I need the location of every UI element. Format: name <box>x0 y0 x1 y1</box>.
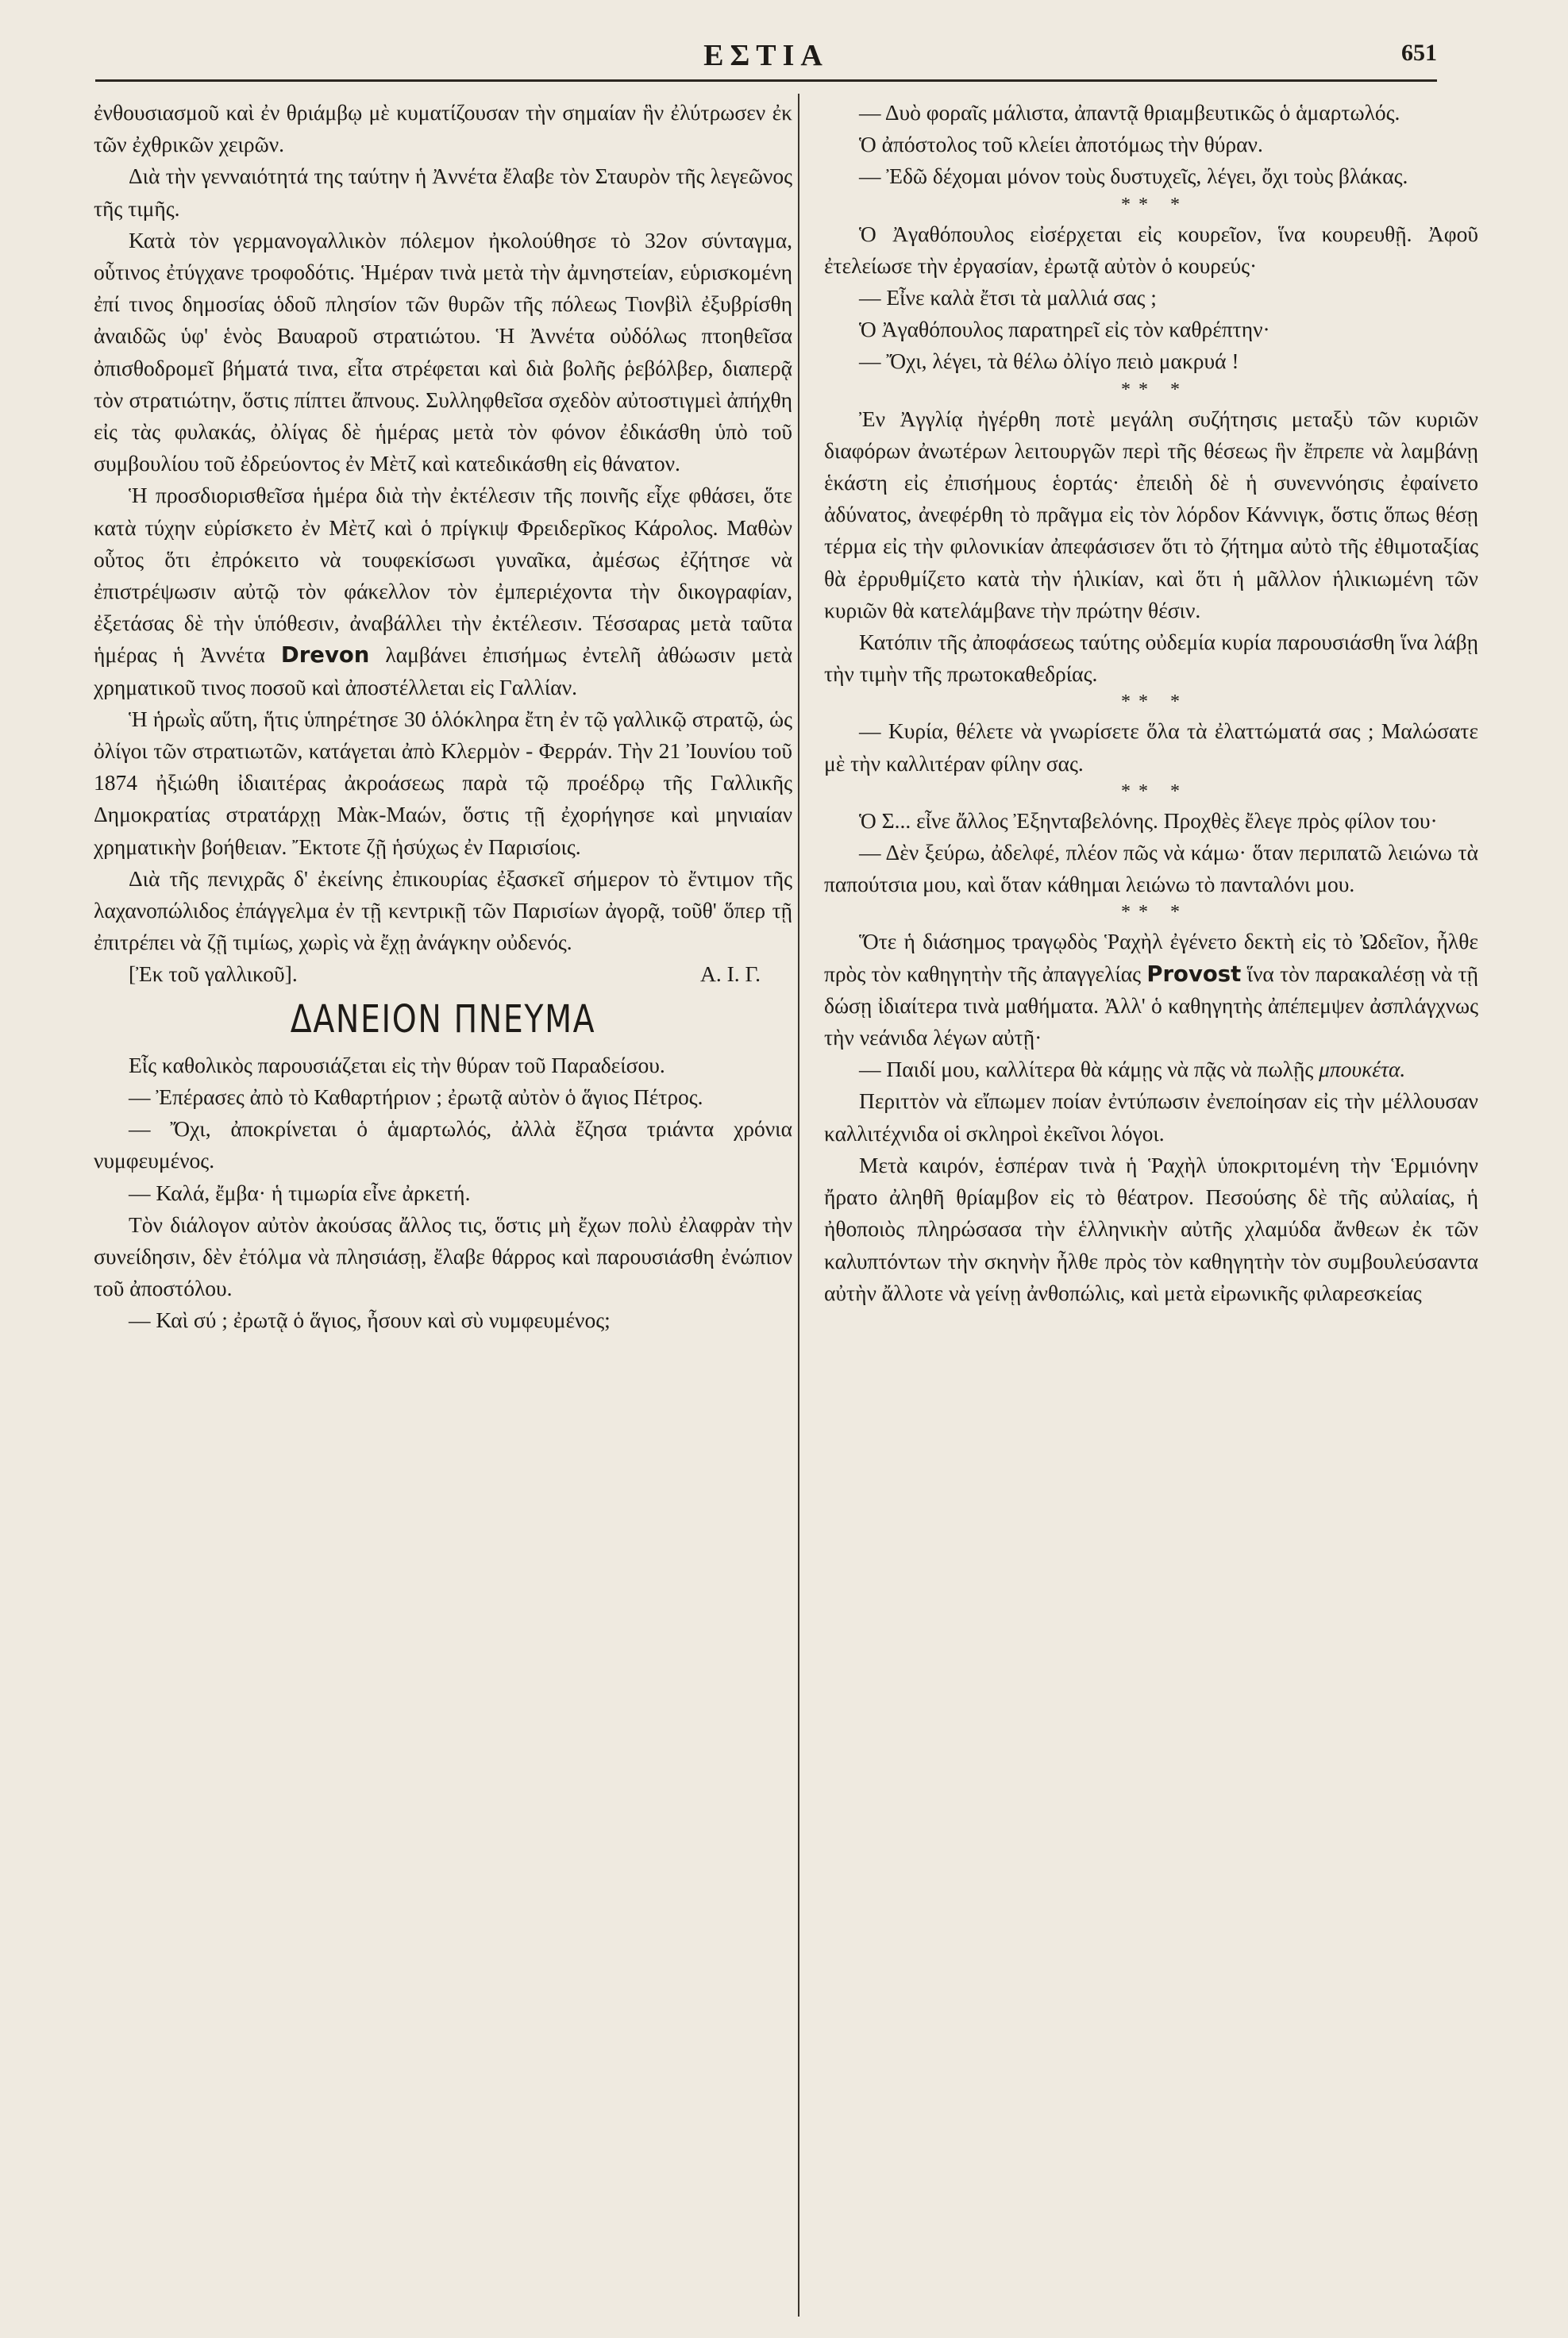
dialogue-line: — Δὲν ξεύρω, ἀδελφέ, πλέον πῶς νὰ κάμω· ὅταν περιπατῶ λειώνω τὰ παπούτσια μου, καὶ ὅταν κάθημαι λειώνω τὸ πανταλόνι μου. <box>824 840 1478 897</box>
paragraph: Κατόπιν τῆς ἀποφάσεως ταύτης οὐδεμία κυρία παρουσιάσθη ἵνα λάβῃ τὴν τιμὴν τῆς πρωτοκαθεδρίας. <box>824 630 1478 687</box>
section-separator-stars: * * * <box>1121 379 1181 400</box>
paragraph: Ὁ ἀπόστολος τοῦ κλείει ἀποτόμως τὴν θύραν. <box>859 132 1263 157</box>
right-column <box>824 97 1478 1309</box>
paragraph: Μετὰ καιρόν, ἑσπέραν τινὰ ἡ Ῥαχὴλ ὑποκριτομένη τὴν Ἑρμιόνην ἤρατο ἀληθῆ θρίαμβον εἰς τὸ θέατρον. Πεσούσης δὲ τῆς αὐλαίας, ἡ ἠθοποιὸς πληρώσασα τὴν ἑλληνικὴν αὐτῆς χλαμύδα ἄνθεων ἐκ τῶν καλυπτόντων τὴν σκηνὴν ἦλθε πρὸς τὸν καθηγητὴν τὸν συμβουλεύσαντα αὐτὴν ἄλλοτε νὰ γείνῃ ἀνθοπώλις, καὶ μετὰ εἰρωνικῆς φιλαρεσκείας <box>824 1152 1478 1305</box>
paragraph-text: λαμβάνει ἐπισήμως ἐντελῆ ἀθώωσιν μετὰ χρηματικοῦ τινος ποσοῦ καὶ ἀποστέλλεται εἰς Γαλλίαν. <box>94 642 793 699</box>
surname-drevon: Drevon <box>280 642 370 668</box>
paragraph: Διὰ τῆς πενιχρᾶς δ' ἐκείνης ἐπικουρίας ἐξασκεῖ σήμερον τὸ ἔντιμον τῆς λαχανοπώλιδος ἐπάγγελμα ἐν τῇ κεντρικῇ τῶν Παρισίων ἀγορᾷ, τοῦθ' ὅπερ τῇ ἐπιτρέπει νὰ ζῇ τιμίως, χωρὶς νὰ ἔχῃ ἀνάγκην οὐδενός. <box>94 865 792 955</box>
dialogue-line: — Δυὸ φοραῖς μάλιστα, ἀπαντᾷ θριαμβευτικῶς ὁ ἁμαρτωλός. <box>859 100 1400 125</box>
paragraph <box>824 926 1478 1053</box>
paragraph: ἐνθουσιασμοῦ καὶ ἐν θριάμβῳ μὲ κυματίζουσαν τὴν σημαίαν ἣν ἐλύτρωσεν ἐκ τῶν ἐχθρικῶν χειρῶν. <box>94 100 792 157</box>
paragraph-text: Ὅτε ἡ διάσημος τραγῳδὸς Ῥαχὴλ ἐγένετο δεκτὴ εἰς τὸ Ὠδεῖον, ἦλθε πρὸς τὸν καθηγητὴν τῆς ἀπαγγελίας <box>824 929 1478 986</box>
paragraph: Περιττὸν νὰ εἴπωμεν ποίαν ἐντύπωσιν ἐνεποίησαν εἰς τὴν μέλλουσαν καλλιτέχνιδα οἱ σκληροὶ ἐκεῖνοι λόγοι. <box>824 1088 1478 1146</box>
paragraph: Ὁ Ἀγαθόπουλος παρατηρεῖ εἰς τὸν καθρέπτην· <box>859 317 1270 342</box>
paragraph: Κατὰ τὸν γερμανογαλλικὸν πόλεμον ἠκολούθησε τὸ 32ον σύνταγμα, οὗτινος ἐτύγχανε τροφοδότις. Ἡμέραν τινὰ μετὰ τὴν ἀμνηστείαν, εὑρισκομένη ἐπί τινος δημοσίας ὁδοῦ πλησίον τῶν θυρῶν τῆς πόλεως Τιονβὶλ ἐξυβρίσθη ἀναιδῶς ὑφ' ἑνὸς Βαυαροῦ στρατιώτου. Ἡ Ἀννέτα οὐδόλως πτοηθεῖσα ὀπισθοδρομεῖ βήματά τινα, εἶτα στρέφεται καὶ διὰ βολῆς ῥεβόλβερ, διαπερᾷ τὸν στρατιώτην, ὅστις πίπτει ἄπνους. Συλληφθεῖσα σχεδὸν αὐτοστιγμεὶ ἀπήχθη εἰς τὰς φυλακάς, ὀλίγας δὲ ἡμέρας μετὰ τὸν φόνον ἐδικάσθη ὑπὸ τοῦ συμβουλίου τοῦ ἐδρεύοντος ἐν Μὲτζ καὶ κατεδικάσθη εἰς θάνατον. <box>94 227 792 476</box>
source-signature-row <box>94 958 792 990</box>
dialogue-line <box>824 1053 1478 1085</box>
dialogue-line: — Κυρία, θέλετε νὰ γνωρίσετε ὅλα τὰ ἐλαττώματά σας ; Μαλώσατε μὲ τὴν καλλιτέραν φίλην σας. <box>824 718 1478 776</box>
paragraph-text: Ἡ προσδιορισθεῖσα ἡμέρα διὰ τὴν ἐκτέλεσιν τῆς ποινῆς εἶχε φθάσει, ὅτε κατὰ τύχην εὑρίσκετο ἐν Μὲτζ καὶ ὁ πρίγκιψ Φρειδερῖκος Κάρολος. Μαθὼν οὗτος ὅτι ἐπρόκειτο νὰ τουφεκίσωσι γυναῖκα, ἀμέσως ἐζήτησε νὰ ἐπιστρέψωσιν αὐτῷ τὸν φάκελλον τὸν ἐμπεριέχοντα τὴν δικογραφίαν, ἐξετάσας δὲ τὴν ὑπόθεσιν, ἀναβάλλει τὴν ἐκτέλεσιν. Τέσσαρας μετὰ ταῦτα ἡμέρας ἡ Ἀννέτα <box>94 483 792 668</box>
dialogue-line: — Ἐδῶ δέχομαι μόνον τοὺς δυστυχεῖς, λέγει, ὄχι τοὺς βλάκας. <box>859 164 1408 189</box>
paragraph: Τὸν διάλογον αὐτὸν ἀκούσας ἄλλος τις, ὅστις μὴ ἔχων πολὺ ἐλαφρὰν τὴν συνείδησιν, δὲν ἐτόλμα νὰ πλησιάσῃ, ἔλαβε θάρρος καὶ παρουσιάσθη ἐνώπιον τοῦ ἀποστόλου. <box>94 1211 792 1301</box>
masthead-title: ΕΣΤΙΑ <box>703 39 829 72</box>
dialogue-line: — Καλά, ἔμβα· ἡ τιμωρία εἶνε ἀρκετή. <box>129 1180 471 1205</box>
paragraph: Διὰ τὴν γενναιότητά της ταύτην ἡ Ἀννέτα ἔλαβε τὸν Σταυρὸν τῆς λεγεῶνος τῆς τιμῆς. <box>94 164 792 221</box>
page-header <box>95 33 1437 71</box>
paragraph <box>94 480 792 703</box>
dialogue-line: — Ὄχι, λέγει, τὰ θέλω ὀλίγο πειὸ μακρυά ! <box>859 349 1239 374</box>
section-separator-stars: * * * <box>1121 194 1181 215</box>
paragraph: Εἷς καθολικὸς παρουσιάζεται εἰς τὴν θύραν τοῦ Παραδείσου. <box>129 1052 665 1077</box>
page-number: 651 <box>1401 40 1437 66</box>
paragraph-text: ἵνα τὸν παρακαλέσῃ νὰ τῇ δώσῃ ἰδιαίτερα τινὰ μαθήματα. Ἀλλ' ὁ καθηγητὴς ἀπέπεμψεν ἀσπλάγχνως τὴν νεάνιδα λέγων αὐτῇ· <box>824 961 1478 1050</box>
paragraph: Ὁ Ἀγαθόπουλος εἰσέρχεται εἰς κουρεῖον, ἵνα κουρευθῇ. Ἀφοῦ ἐτελείωσε τὴν ἐργασίαν, ἐρωτᾷ αὐτὸν ὁ κουρεύς· <box>824 221 1478 278</box>
header-rule <box>95 79 1437 82</box>
section-separator-stars: * * * <box>1121 691 1181 713</box>
section-separator-stars: * * * <box>1121 780 1181 802</box>
italic-word: μπουκέτα. <box>1319 1057 1406 1082</box>
paragraph: Ἐν Ἀγγλίᾳ ἠγέρθη ποτὲ μεγάλη συζήτησις μεταξὺ τῶν κυριῶν διαφόρων ἀνωτέρων λειτουργῶν περὶ τῆς θέσεως ἣν ἔπρεπε νὰ λαμβάνῃ ἑκάστη εἰς ἐπισήμους ἑορτάς· ἐπειδὴ δὲ ἡ συνεννόησις ἐφαίνετο ἀδύνατος, ἀνεφέρθη τὸ πρᾶγμα εἰς τὸν λόρδον Κάννιγκ, ὅστις ὅπως θέσῃ τέρμα εἰς τὴν φιλονικίαν ἀπεφάσισεν ὅτι τὸ ζήτημα αὐτὸ τῆς ἐθιμοταξίας θὰ ἐρρυθμίζετο κατὰ τὴν ἡλικίαν, καὶ ὅτι ἡ μᾶλλον ἡλικιωμένη τῶν κυριῶν θὰ κατελάμβανε τὴν πρώτην θέσιν. <box>824 406 1478 622</box>
dialogue-line: — Ἐπέρασες ἀπὸ τὸ Καθαρτήριον ; ἐρωτᾷ αὐτὸν ὁ ἅγιος Πέτρος. <box>129 1084 703 1109</box>
surname-provost: Provost <box>1146 961 1242 987</box>
paragraph: Ὁ Σ... εἶνε ἄλλος Ἐξηνταβελόνης. Προχθὲς ἔλεγε πρὸς φίλον του· <box>859 807 1438 833</box>
dialogue-line: — Ὄχι, ἀποκρίνεται ὁ ἁμαρτωλός, ἀλλὰ ἔζησα τριάντα χρόνια νυμφευμένος. <box>94 1116 792 1173</box>
paragraph-text: — Παιδί μου, καλλίτερα θὰ κάμῃς νὰ πᾷς νὰ πωλῇς <box>859 1057 1320 1082</box>
section-heading: ΔΑΝΕΙΟΝ ΠΝΕΥΜΑ <box>290 996 596 1042</box>
left-column <box>94 97 792 1337</box>
column-divider <box>798 94 799 2317</box>
dialogue-line: — Εἶνε καλὰ ἔτσι τὰ μαλλιά σας ; <box>859 285 1157 310</box>
paragraph: Ἡ ἡρωῒς αὕτη, ἥτις ὑπηρέτησε 30 ὁλόκληρα ἔτη ἐν τῷ γαλλικῷ στρατῷ, ὡς ὀλίγοι τῶν στρατιωτῶν, κατάγεται ἀπὸ Κλερμὸν - Φερράν. Τὴν 21 Ἰουνίου τοῦ 1874 ἠξιώθη ἰδιαιτέρας ἀκροάσεως παρὰ τῷ προέδρῳ τῆς Γαλλικῆς Δημοκρατίας στρατάρχῃ Μὰκ-Μαών, ὅστις τῇ ἐχορήγησε καὶ μηνιαίαν χρηματικὴν βοήθειαν. Ἔκτοτε ζῇ ἡσύχως ἐν Παρισίοις. <box>94 706 792 859</box>
source-note: [Ἐκ τοῦ γαλλικοῦ]. <box>129 961 298 987</box>
dialogue-line: — Καὶ σύ ; ἐρωτᾷ ὁ ἅγιος, ἦσουν καὶ σὺ νυμφευμένος; <box>129 1308 611 1333</box>
author-signature: Α. Ι. Γ. <box>700 961 761 987</box>
section-separator-stars: * * * <box>1121 902 1181 923</box>
